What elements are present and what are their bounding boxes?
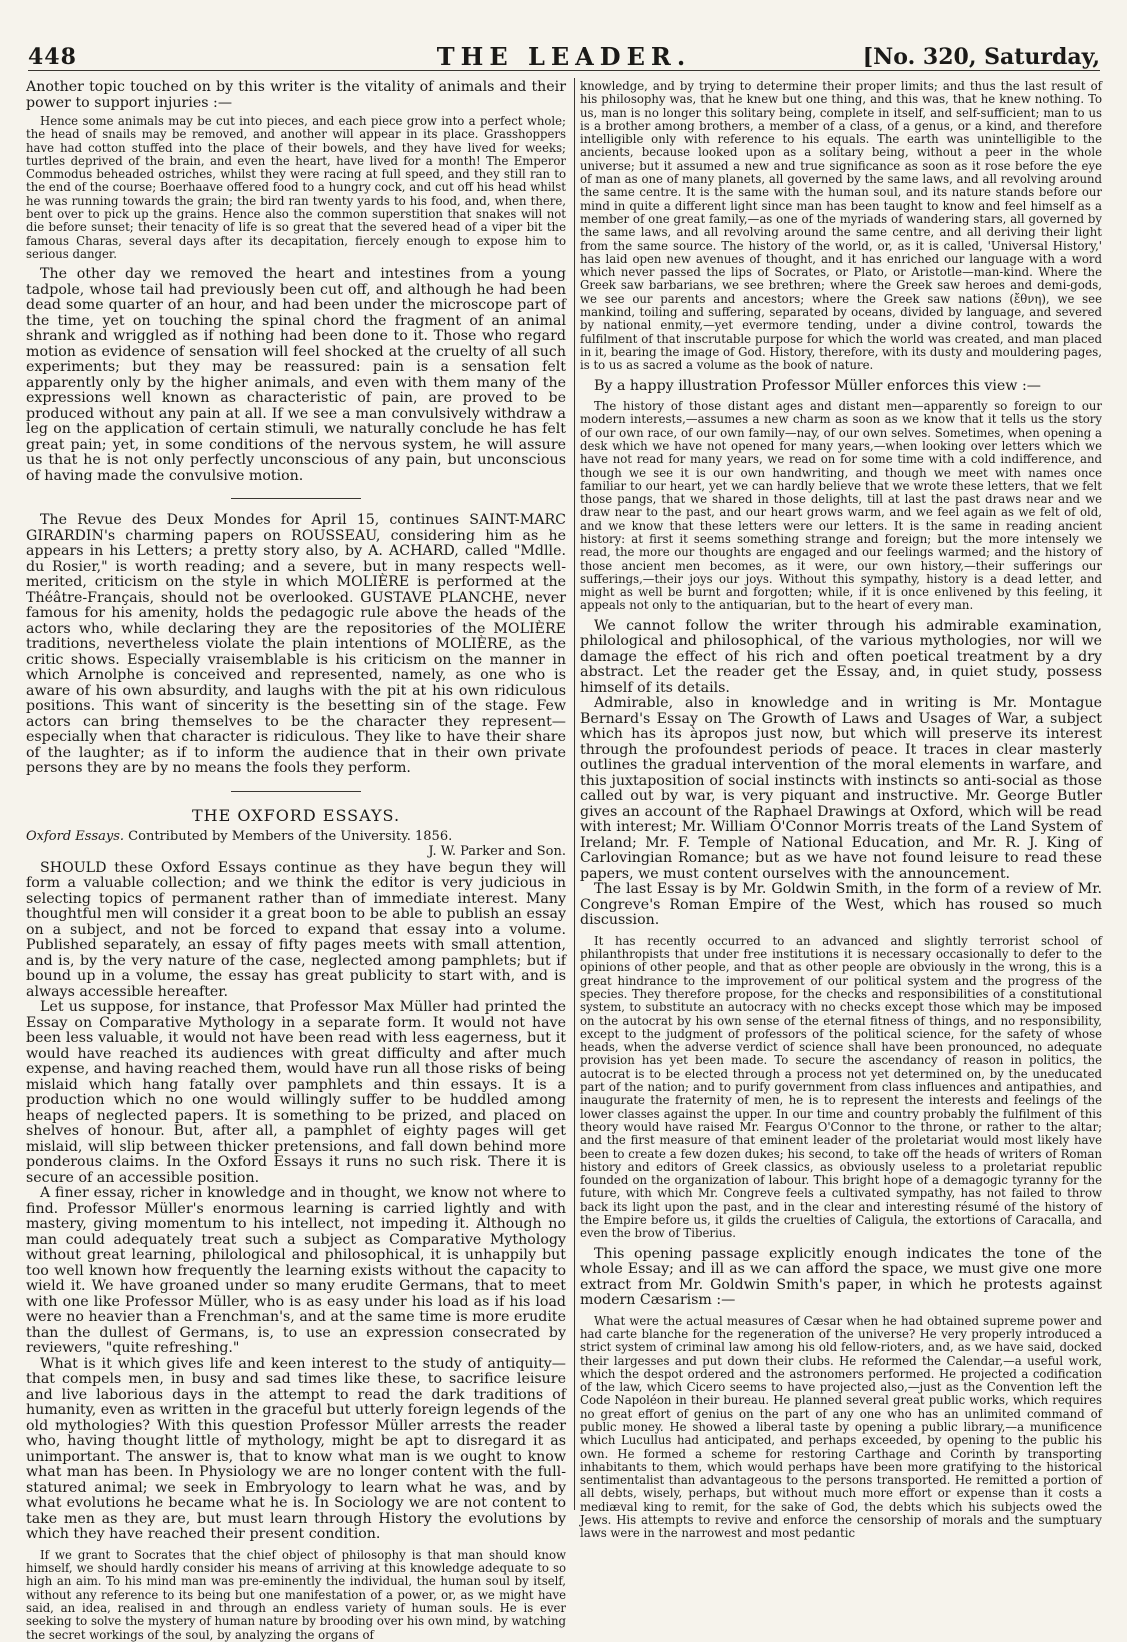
block-quote: knowledge, and by trying to determine their proper limits; and thus the last result of his philosophy was, that he knew but one thing, and this was, that he knew nothing. To us, man is no longer this solitary being, complete in itself, and self-sufficient; man to us is a brother among brothers, a member of a class, of a genus, or a kind, and therefore intelligible only with reference to his equals. The earth was unintelligible to the ancients, because looked upon as a solitary being, without a peer in the whole universe; but it assumed a new and true significance as soon as it rose before the eye of man as one of many planets, all governed by the same laws, and all revolving around the same centre. It is the same with the human soul, and its nature stands before our mind in quite a different light since man has been taught to know and feel himself as a member of one great family,—as one of the myriads of wandering stars, all governed by the same laws, and all revolving around the same centre, and all deriving their light from the same source. The history of the world, or, as it is called, 'Universal History,' has laid open new avenues of thought, and it has enriched our language with a word which never passed the lips of Socrates, or Plato, or Aristotle—man-kind. Where the Greek saw barbarians, we see brethren; where the Greek saw heroes and demi-gods, we see our parents and ancestors; where the Greek saw nations (ἔθνη), we see mankind, toiling and suffering, separated by oceans, divided by language, and severed by national enmity,—yet evermore tending, under a divine control, towards the fulfilment of that inscrutable purpose for which the world was created, and man placed in it, bearing the image of God. History, therefore, with its dusty and mouldering pages, is to us as sacred a volume as the book of nature. [580, 79, 1102, 373]
masthead-title: THE LEADER. [436, 42, 692, 71]
left-column [26, 79, 566, 1642]
block-quote: Hence some animals may be cut into pieces, and each piece grow into a perfect whole; the head of snails may be removed, and another will appear in its place. Grasshoppers have had cotton stuffed into the place of their bowels, and they have lived for weeks; turtles deprived of the brain, and even the heart, have lived for a month! The Emperor Commodus beheaded ostriches, whilst they were racing at full speed, and they still ran to the end of the course; Boerhaave offered food to a hungry cock, and cut off his head whilst he was running towards the grain; the bird ran twenty yards to his food, and, when there, bent over to pick up the grains. Hence also the common superstition that snakes will not die before sunset; their tenacity of life is so great that the severed head of a viper bit the famous Charas, several days after its decapitation, fiercely enough to expose him to serious danger. [26, 114, 566, 261]
book-title: Oxford Essays. [26, 828, 125, 844]
page-number: 448 [28, 44, 77, 70]
right-column [580, 79, 1102, 1541]
block-quote: It has recently occurred to an advanced and slightly terrorist school of philanthropists that under free institutions it is necessary occasionally to defer to the opinions of other people, and that as other people are obviously in the wrong, this is a great hindrance to the improvement of our political system and the progress of the species. They therefore propose, for the checks and responsibilities of a constitutional system, to substitute an autocracy with no checks except those which may be imposed on the autocrat by his own sense of the eternal fitness of things, and no responsibility, except to the judgment of professors of the political science, for the safety of whose heads, when the adverse verdict of science shall have been pronounced, no adequate provision has yet been made. To secure the ascendancy of reason in politics, the autocrat is to be elected through a process not yet determined on, by the uneducated part of the nation; and to purify government from class influences and antipathies, and inaugurate the fraternity of men, he is to represent the interests and feelings of the lower classes against the upper. In our time and country probably the fulfilment of this theory would have raised Mr. Feargus O'Connor to the throne, or rather to the altar; and the first measure of that eminent leader of the proletariat would most likely have been to create a few dozen dukes; his second, to take off the heads of writers of Roman history and editors of Greek classics, as obviously useless to a proletariat republic founded on the organization of labour. This bright hope of a demagogic tyranny for the future, with which Mr. Congreve feels a cultivated sympathy, has not failed to throw back its light upon the past, and in the clear and interesting résumé of the history of the Empire before us, it gilds the cruelties of Caligula, the extortions of Caracalla, and even the brow of Tiberius. [580, 933, 1102, 1241]
block-quote: What were the actual measures of Cæsar when he had obtained supreme power and had carte blanche for the regeneration of the universe? He very properly introduced a strict system of criminal law among his old fellow-rioters, and, as we have said, docked their largesses and put down their clubs. He reformed the Calendar,—a useful work, which the despot ordered and the astronomers performed. He projected a codification of the law, which Cicero seems to have projected also,—just as the Convention left the Code Napoléon in their bureau. He planned several great public works, which requires no great effort of genius on the part of any one who has an unlimited command of public money. He showed a liberal taste by opening a public library,—a munificence which Lucullus had anticipated, and perhaps exceeded, by opening to the public his own. He formed a scheme for restoring Carthage and Corinth by transporting inhabitants to them, which would perhaps have been more gratifying to the historical sentimentalist than advantageous to the persons transported. He remitted a portion of all debts, wisely, perhaps, but without much more effort or expense than it costs a mediæval king to remit, for the sake of God, the debts which his subjects owed the Jews. His attempts to revive and enforce the censorship of morals and the sumptuary laws were in the narrowest and most pedantic [580, 1313, 1102, 1541]
paragraph: We cannot follow the writer through his admirable examination, philological and philosophical, of the various mythologies, nor will we damage the effect of his rich and often poetical treatment by a dry abstract. Let the reader get the Essay, and, in quiet study, possess himself of its details. [580, 617, 1102, 696]
paragraph: The Revue des Deux Mondes for April 15, continues SAINT-MARC GIRARDIN's charming papers on ROUSSEAU, considering him as he appears in his Letters; a pretty story also, by A. ACHARD, called "Mdlle. du Rosier," is worth reading; and a severe, but in many respects well-merited, criticism on the style in which MOLIÈRE is performed at the Théâtre-Français, should not be overlooked. GUSTAVE PLANCHE, never famous for his amenity, holds the pedagogic rule above the heads of the actors who, while declaring they are the repositories of the MOLIÈRE traditions, nevertheless violate the plain intentions of MOLIÈRE, as the critic shows. Especially vraisemblable is his criticism on the manner in which Arnolphe is conceived and represented, namely, as one who is aware of his own absurdity, and laughs with the pit at his own ridiculous positions. This want of sincerity is the besetting sin of the stage. Few actors can bring themselves to be the character they represent—especially when that character is ridiculous. They like to have their share of the laughter; as if to inform the audience that in their own private persons they are by no means the fools they perform. [26, 512, 566, 777]
block-quote: The history of those distant ages and distant men—apparently so foreign to our modern interests,—assumes a new charm as soon as we know that it tells us the story of our own race, of our own family—nay, of our own selves. Sometimes, when opening a desk which we have not opened for many years,—when looking over letters which we have not read for many years, we read on for some time with a cold indifference, and though we see it is our own handwriting, and though we meet with names once familiar to our heart, yet we can hardly believe that we wrote these letters, that we felt those pangs, that we shared in those delights, till at last the past draws near and we draw near to the past, and our heart grows warm, and we feel again as we felt of old, and we know that these letters were our letters. It is the same in reading ancient history: at first it seems something strange and foreign; but the more intensely we read, the more our thoughts are engaged and our feelings warmed; and the history of those ancient men becomes, as it were, our own history,—their sufferings our sufferings,—their joys our joys. Without this sympathy, history is a dead letter, and might as well be burnt and forgotten; while, if it is once enlivened by this feeling, it appeals not only to the antiquarian, but to the heart of every man. [580, 399, 1102, 613]
section-divider [231, 498, 361, 499]
paragraph: Another topic touched on by this writer is the vitality of animals and their power to support injuries :— [26, 79, 566, 111]
paragraph: By a happy illustration Professor Müller enforces this view :— [594, 377, 1041, 394]
paragraph: What is it which gives life and keen interest to the study of antiquity—that compels men, in busy and sad times like these, to sacrifice leisure and live laborious days in the attempt to read the dark traditions of humanity, even as written in the graceful but utterly foreign legends of the old mythologies? With this question Professor Müller arrests the reader who, having thought little of mythology, might be apt to disregard it as unimportant. The answer is, that to know what man is we ought to know what man has been. In Physiology we are no longer content with the full-statured animal; we seek in Embryology to learn what he was, and by what evolutions he became what he is. In Sociology we are not content to take men as they are, but must learn through History the evolutions by which they have reached their present condition. [26, 1355, 566, 1543]
block-quote: If we grant to Socrates that the chief object of philosophy is that man should know himself, we should hardly consider his means of arriving at this knowledge adequate to so high an aim. To his mind man was pre-eminently the individual, the human soul by itself, without any reference to its being but one manifestation of a power, or, as we might have said, an idea, realised in and through an endless variety of human souls. He is ever seeking to solve the mystery of human nature by brooding over his own mind, by watching the secret workings of the soul, by analyzing the organs of [26, 1547, 566, 1642]
paragraph: This opening passage explicitly enough indicates the tone of the whole Essay; and ill as we can afford the space, we must give one more extract from Mr. Goldwin Smith's paper, in which he protests against modern Cæsarism :— [580, 1245, 1102, 1309]
section-divider [231, 791, 361, 792]
column-divider [574, 78, 575, 1510]
paragraph: Admirable, also in knowledge and in writing is Mr. Montague Bernard's Essay on The Growth of Laws and Usages of War, a subject which has its àpropos just now, but which will preserve its interest through the profoundest periods of peace. It traces in clear masterly outlines the gradual intervention of the moral elements in warfare, and this juxtaposition of social instincts with instincts so anti-social as those called out by war, is very piquant and instructive. Mr. George Butler gives an account of the Raphael Drawings at Oxford, which will be read with interest; Mr. William O'Connor Morris treats of the Land System of Ireland; Mr. F. Temple of National Education, and Mr. R. J. King of Carlovingian Romance; but as we have not found leisure to read these papers, we must content ourselves with the announcement. [580, 695, 1102, 882]
paragraph: The other day we removed the heart and intestines from a young tadpole, whose tail had previously been cut off, and although he had been dead some quarter of an hour, and had been under the microscope part of the time, yet on touching the spinal chord the fragment of an animal shrank and wriggled as if nothing had been done to it. Those who regard motion as evidence of sensation will feel shocked at the cruelty of all such experiments; but they may be reassured: pain is a sensation felt apparently only by the higher animals, and even with them many of the expressions well known as characteristic of pain, are proved to be produced without any pain at all. If we see a man convulsively withdraw a leg on the application of certain stimuli, we naturally conclude he has felt great pain; yet, in some conditions of the nervous system, he will assure us that he is not only perfectly unconscious of any pain, but unconscious of having made the convulsive motion. [26, 266, 566, 484]
section-title: THE OXFORD ESSAYS. [191, 805, 401, 825]
paragraph: SHOULD these Oxford Essays continue as they have begun they will form a valuable collection; and we think the editor is very judicious in selecting topics of permanent rather than of immediate interest. Many thoughtful men will consider it a great boon to be able to publish an essay on a subject, and not be forced to expand that essay into a volume. Published separately, an essay of fifty pages meets with small attention, and is, by the very nature of the case, neglected among pamphlets; but if bound up in a volume, the essay has great publicity to start with, and is always accessible hereafter. [26, 859, 566, 1000]
publisher: J. W. Parker and Son. [428, 843, 566, 859]
issue-number: [No. 320, Saturday, [862, 44, 1100, 70]
book-contributors: Contributed by Members of the University. 1856. [128, 828, 453, 844]
page-header [28, 42, 1100, 71]
paragraph: Let us suppose, for instance, that Professor Max Müller had printed the Essay on Comparative Mythology in a separate form. It would not have been less valuable, it would not have been read with less eagerness, but it would have reached its audiences with great difficulty and after much expense, and having reached them, would have run all those risks of being mislaid which hang fatally over pamphlets and thin essays. It is a production which no one would willingly suffer to be huddled among heaps of neglected papers. It is something to be prized, and placed on shelves of honour. But, after all, a pamphlet of eighty pages will get mislaid, will slip between thicker pretensions, and fall down behind more ponderous claims. In the Oxford Essays it runs no such risk. There it is secure of an accessible position. [26, 999, 566, 1186]
paragraph: The last Essay is by Mr. Goldwin Smith, in the form of a review of Mr. Congreve's Roman Empire of the West, which has roused so much discussion. [580, 881, 1102, 929]
paragraph: A finer essay, richer in knowledge and in thought, we know not where to find. Professor Müller's enormous learning is carried lightly and with mastery, giving momentum to his intellect, not impeding it. Although no man could adequately treat such a subject as Comparative Mythology without great learning, philological and philosophical, it is unhappily but too well known how frequently the learning exists without the capacity to wield it. We have groaned under so many erudite Germans, that to meet with one like Professor Müller, who is as easy under his load as if his load were no heavier than a Frenchman's, and at the same time is more erudite than the dullest of Germans, is, to use an expression consecrated by reviewers, "quite refreshing." [26, 1185, 566, 1357]
book-citation [26, 829, 566, 844]
